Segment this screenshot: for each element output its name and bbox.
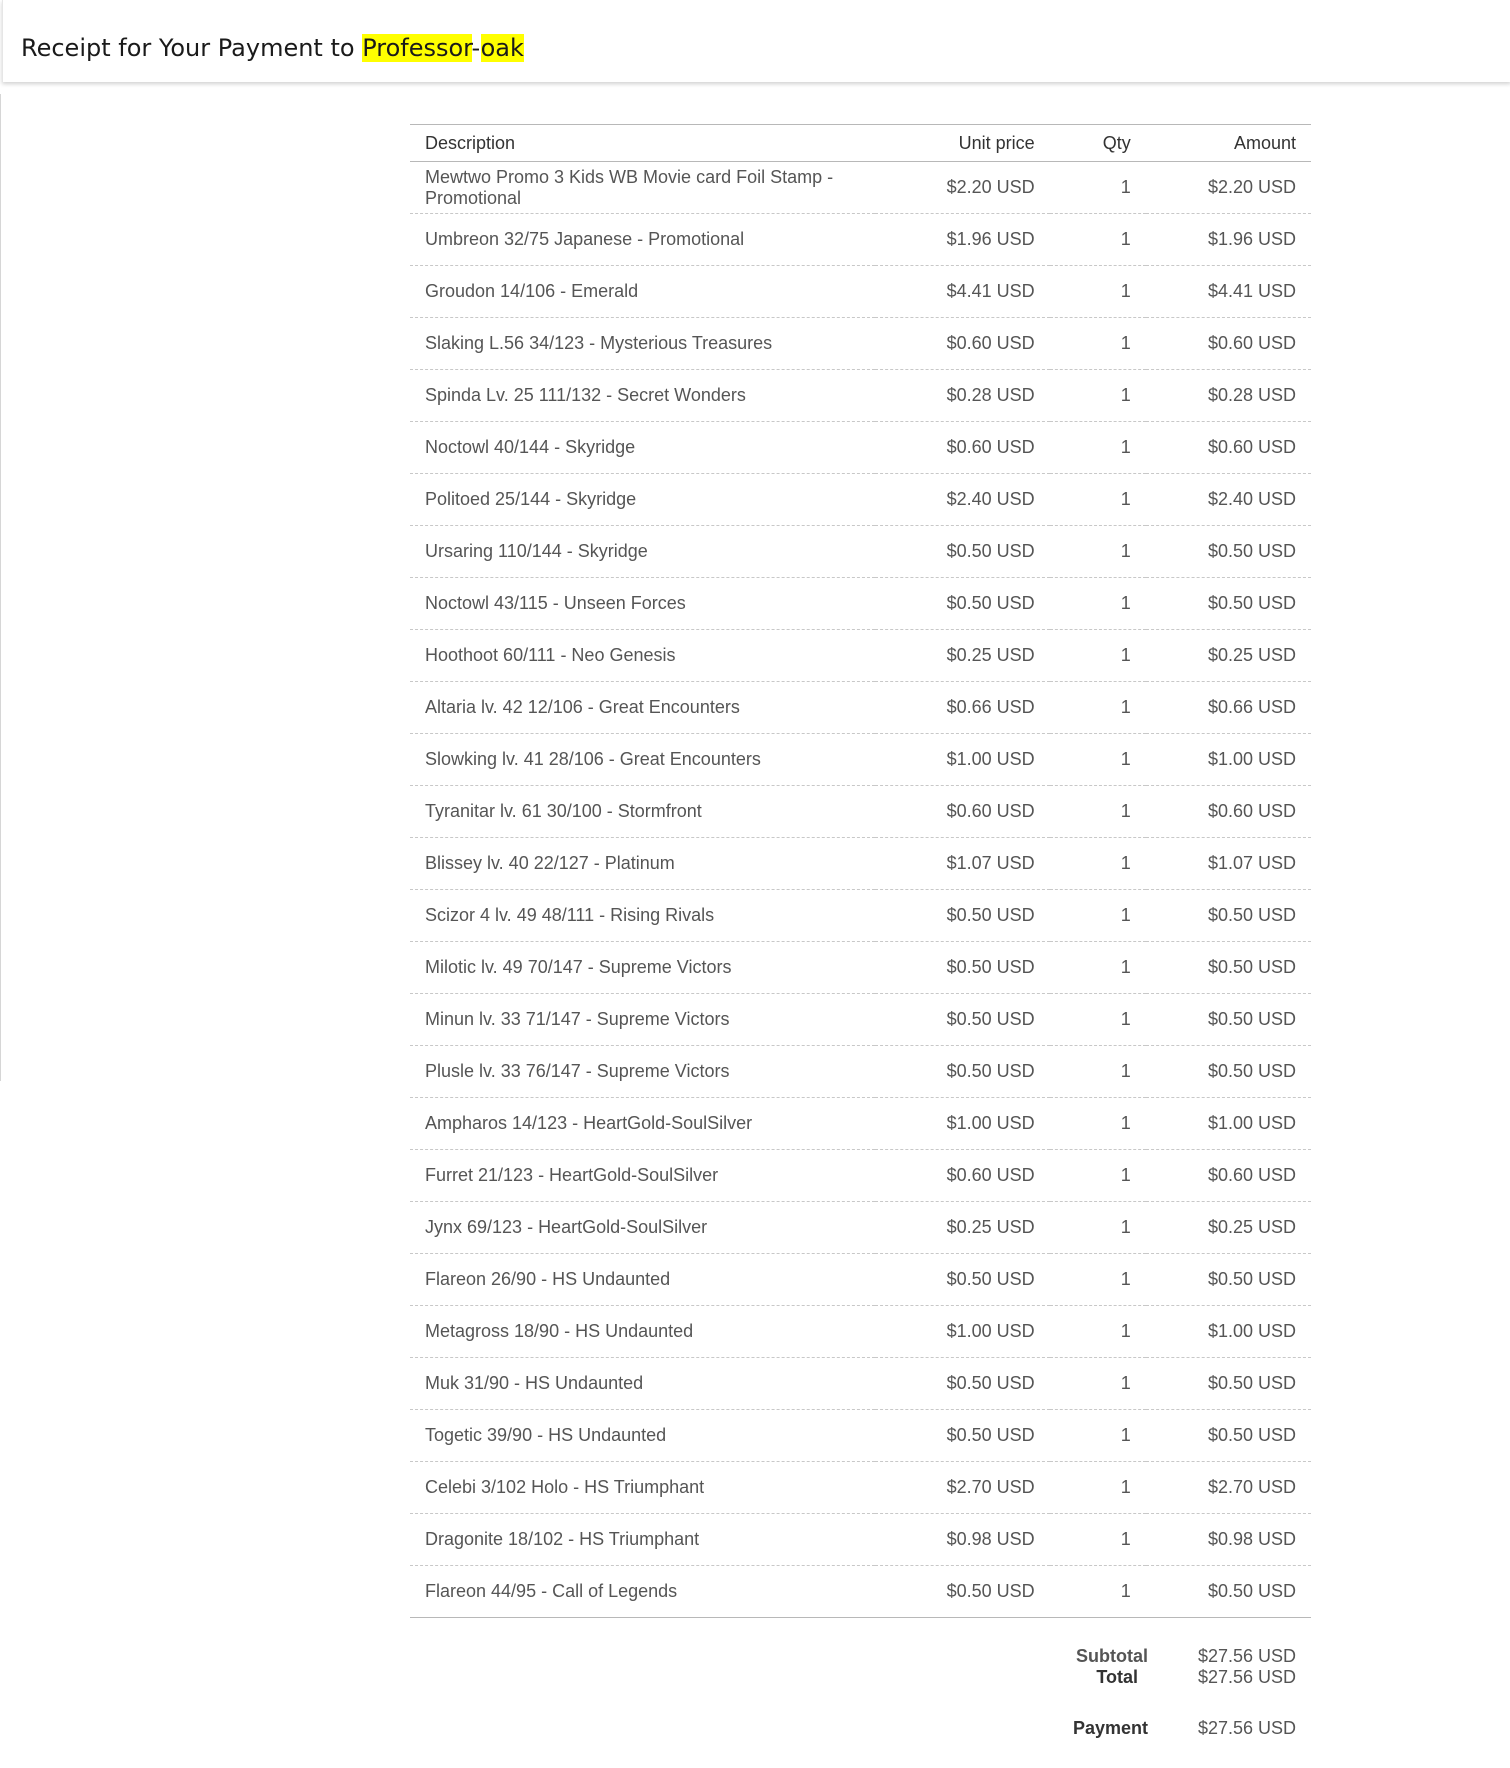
item-description-text: Scizor 4 lv. 49 48/111 - Rising Rivals [425,905,715,925]
item-qty: 1 [1050,994,1146,1046]
item-unit-price: $1.00 USD [875,1098,1049,1150]
item-description-text: Flareon 26/90 - HS Undaunted [425,1269,671,1289]
left-border-line [0,94,1,1081]
item-qty: 1 [1050,1358,1146,1410]
item-description-text: Altaria lv. 42 12/106 - Great Encounters [425,697,740,717]
item-amount: $0.50 USD [1146,526,1311,578]
item-unit-price: $0.50 USD [875,890,1049,942]
item-description [410,1566,875,1618]
item-description [410,734,875,786]
item-description-text: Spinda Lv. 25 111/132 - Secret Wonders [425,385,746,405]
item-description-text: Groudon 14/106 - Emerald [425,281,639,301]
receipt-header [2,0,1510,82]
merchant-name-part1: Professor [362,34,472,62]
item-amount: $0.60 USD [1146,786,1311,838]
table-row [410,1462,1311,1514]
item-description [410,370,875,422]
subtotal-label: Subtotal [1076,1646,1148,1666]
item-unit-price: $1.00 USD [875,1306,1049,1358]
item-qty: 1 [1050,682,1146,734]
table-row [410,1566,1311,1618]
table-row [410,1202,1311,1254]
item-description [410,162,875,214]
item-description-text: Togetic 39/90 - HS Undaunted [425,1425,667,1445]
item-description-text: Mewtwo Promo 3 Kids WB Movie card Foil Stamp - Promotional [425,166,834,208]
item-amount: $0.50 USD [1146,1046,1311,1098]
item-description [410,1150,875,1202]
item-unit-price: $0.50 USD [875,526,1049,578]
item-unit-price: $0.66 USD [875,682,1049,734]
item-description [410,890,875,942]
receipt-body [410,124,1311,1738]
column-header-qty: Qty [1050,125,1146,162]
table-row [410,630,1311,682]
item-unit-price: $1.00 USD [875,734,1049,786]
item-qty: 1 [1050,578,1146,630]
table-row [410,318,1311,370]
item-qty: 1 [1050,630,1146,682]
item-description [410,994,875,1046]
item-description [410,942,875,994]
table-row [410,786,1311,838]
item-amount: $0.60 USD [1146,318,1311,370]
item-qty: 1 [1050,734,1146,786]
item-description-text: Dragonite 18/102 - HS Triumphant [425,1529,700,1549]
item-description [410,1306,875,1358]
item-unit-price: $0.50 USD [875,578,1049,630]
item-unit-price: $0.60 USD [875,422,1049,474]
item-description-text: Hoothoot 60/111 - Neo Genesis [425,645,676,665]
item-description-text: Umbreon 32/75 Japanese - Promotional [425,229,745,249]
item-unit-price: $2.20 USD [875,162,1049,214]
item-amount: $1.00 USD [1146,1098,1311,1150]
payment-row [410,1718,1311,1740]
table-row [410,1150,1311,1202]
item-description [410,1358,875,1410]
table-row [410,734,1311,786]
item-description-text: Ampharos 14/123 - HeartGold-SoulSilver [425,1113,753,1133]
item-amount: $0.50 USD [1146,1254,1311,1306]
title-prefix: Receipt for Your Payment to [21,34,363,62]
item-description-text: Flareon 44/95 - Call of Legends [425,1581,678,1601]
item-amount: $0.28 USD [1146,370,1311,422]
item-description [410,682,875,734]
item-qty: 1 [1120,1581,1131,1601]
item-amount: $0.50 USD [1207,1581,1296,1601]
item-description [410,214,875,266]
table-row [410,162,1311,214]
item-unit-price: $4.41 USD [875,266,1049,318]
item-description [410,786,875,838]
table-row [410,1410,1311,1462]
item-unit-price: $2.70 USD [875,1462,1049,1514]
item-description-text: Politoed 25/144 - Skyridge [425,489,637,509]
item-unit-price: $0.50 USD [946,1581,1035,1601]
item-description-text: Slowking lv. 41 28/106 - Great Encounters [425,749,761,769]
item-unit-price: $0.60 USD [875,318,1049,370]
item-amount: $0.60 USD [1146,1150,1311,1202]
payment-label: Payment [1072,1718,1148,1738]
item-amount: $2.70 USD [1146,1462,1311,1514]
item-amount: $0.50 USD [1146,890,1311,942]
item-description-text: Furret 21/123 - HeartGold-SoulSilver [425,1165,719,1185]
item-unit-price: $0.50 USD [875,942,1049,994]
item-description-text: Celebi 3/102 Holo - HS Triumphant [425,1477,705,1497]
item-unit-price: $0.50 USD [875,1254,1049,1306]
item-description [410,526,875,578]
item-description [410,474,875,526]
total-value: $27.56 USD [1197,1667,1296,1687]
table-row [410,526,1311,578]
column-header-amount: Amount [1146,125,1311,162]
item-qty: 1 [1050,474,1146,526]
item-description-text: Milotic lv. 49 70/147 - Supreme Victors [425,957,732,977]
item-description-text: Slaking L.56 34/123 - Mysterious Treasures [425,333,773,353]
item-qty: 1 [1050,1462,1146,1514]
item-description [410,318,875,370]
subtotal-value: $27.56 USD [1197,1646,1296,1666]
item-description [410,1046,875,1098]
item-amount: $0.50 USD [1146,994,1311,1046]
item-amount: $1.00 USD [1146,1306,1311,1358]
item-qty: 1 [1050,318,1146,370]
item-unit-price: $0.50 USD [875,1046,1049,1098]
item-amount: $0.98 USD [1146,1514,1311,1566]
page-title [21,32,524,64]
item-description [410,422,875,474]
item-unit-price: $0.28 USD [875,370,1049,422]
table-row [410,370,1311,422]
subtotal-row [410,1646,1311,1668]
table-row [410,266,1311,318]
item-description-text: Plusle lv. 33 76/147 - Supreme Victors [425,1061,730,1081]
item-amount: $1.00 USD [1146,734,1311,786]
item-qty: 1 [1050,1514,1146,1566]
item-description-text: Noctowl 40/144 - Skyridge [425,437,636,457]
item-description [410,1410,875,1462]
table-row [410,682,1311,734]
item-description [410,1462,875,1514]
table-row [410,578,1311,630]
item-qty: 1 [1050,786,1146,838]
item-amount: $0.50 USD [1146,1410,1311,1462]
item-amount: $4.41 USD [1146,266,1311,318]
item-amount: $1.96 USD [1146,214,1311,266]
item-description [410,630,875,682]
item-unit-price: $0.50 USD [875,1358,1049,1410]
table-row [410,1254,1311,1306]
item-qty: 1 [1050,162,1146,214]
item-amount: $0.25 USD [1146,630,1311,682]
item-unit-price: $0.60 USD [875,786,1049,838]
item-description-text: Metagross 18/90 - HS Undaunted [425,1321,694,1341]
item-description-text: Noctowl 43/115 - Unseen Forces [425,593,686,613]
item-qty: 1 [1050,890,1146,942]
item-description [410,578,875,630]
item-description-text: Tyranitar lv. 61 30/100 - Stormfront [425,801,702,821]
item-unit-price: $0.25 USD [875,630,1049,682]
table-row [410,214,1311,266]
item-unit-price: $1.96 USD [875,214,1049,266]
table-row [410,474,1311,526]
table-row [410,1046,1311,1098]
item-unit-price: $0.98 USD [875,1514,1049,1566]
item-description-text: Muk 31/90 - HS Undaunted [425,1373,644,1393]
item-qty: 1 [1050,942,1146,994]
item-qty: 1 [1050,838,1146,890]
total-label: Total [1096,1667,1138,1687]
total-row [410,1667,1311,1689]
item-qty: 1 [1050,370,1146,422]
payment-value: $27.56 USD [1197,1718,1296,1738]
item-amount: $0.25 USD [1146,1202,1311,1254]
item-amount: $0.50 USD [1146,942,1311,994]
item-qty: 1 [1050,1306,1146,1358]
item-description [410,1202,875,1254]
item-qty: 1 [1050,1254,1146,1306]
table-row [410,422,1311,474]
item-description-text: Blissey lv. 40 22/127 - Platinum [425,853,675,873]
item-unit-price: $0.25 USD [875,1202,1049,1254]
table-row [410,994,1311,1046]
item-description [410,266,875,318]
item-amount: $2.40 USD [1146,474,1311,526]
table-row [410,838,1311,890]
item-unit-price: $1.07 USD [875,838,1049,890]
item-qty: 1 [1050,526,1146,578]
table-row [410,942,1311,994]
table-header-row [410,125,1311,162]
item-description [410,1514,875,1566]
column-header-unit-price: Unit price [875,125,1049,162]
column-header-description: Description [410,125,875,162]
item-unit-price: $0.60 USD [875,1150,1049,1202]
merchant-name-separator: - [471,34,481,62]
table-row [410,1306,1311,1358]
item-amount: $0.50 USD [1146,578,1311,630]
item-description [410,1254,875,1306]
item-unit-price: $0.50 USD [875,1410,1049,1462]
item-amount: $1.07 USD [1146,838,1311,890]
item-amount: $0.50 USD [1146,1358,1311,1410]
item-description [410,1098,875,1150]
item-qty: 1 [1050,1098,1146,1150]
item-description-text: Ursaring 110/144 - Skyridge [425,541,648,561]
item-qty: 1 [1050,1202,1146,1254]
item-amount: $2.20 USD [1146,162,1311,214]
item-qty: 1 [1050,1410,1146,1462]
item-description [410,838,875,890]
merchant-name-part2: oak [480,34,524,62]
items-table [410,124,1311,1618]
item-qty: 1 [1050,1150,1146,1202]
table-row [410,1098,1311,1150]
table-row [410,1358,1311,1410]
item-description-text: Jynx 69/123 - HeartGold-SoulSilver [425,1217,708,1237]
item-qty: 1 [1050,422,1146,474]
item-unit-price: $2.40 USD [875,474,1049,526]
table-row [410,890,1311,942]
table-row [410,1514,1311,1566]
item-amount: $0.60 USD [1146,422,1311,474]
item-unit-price: $0.50 USD [875,994,1049,1046]
item-qty: 1 [1050,266,1146,318]
items-table-body [410,162,1311,1618]
item-qty: 1 [1050,214,1146,266]
item-amount: $0.66 USD [1146,682,1311,734]
item-qty: 1 [1050,1046,1146,1098]
item-description-text: Minun lv. 33 71/147 - Supreme Victors [425,1009,730,1029]
